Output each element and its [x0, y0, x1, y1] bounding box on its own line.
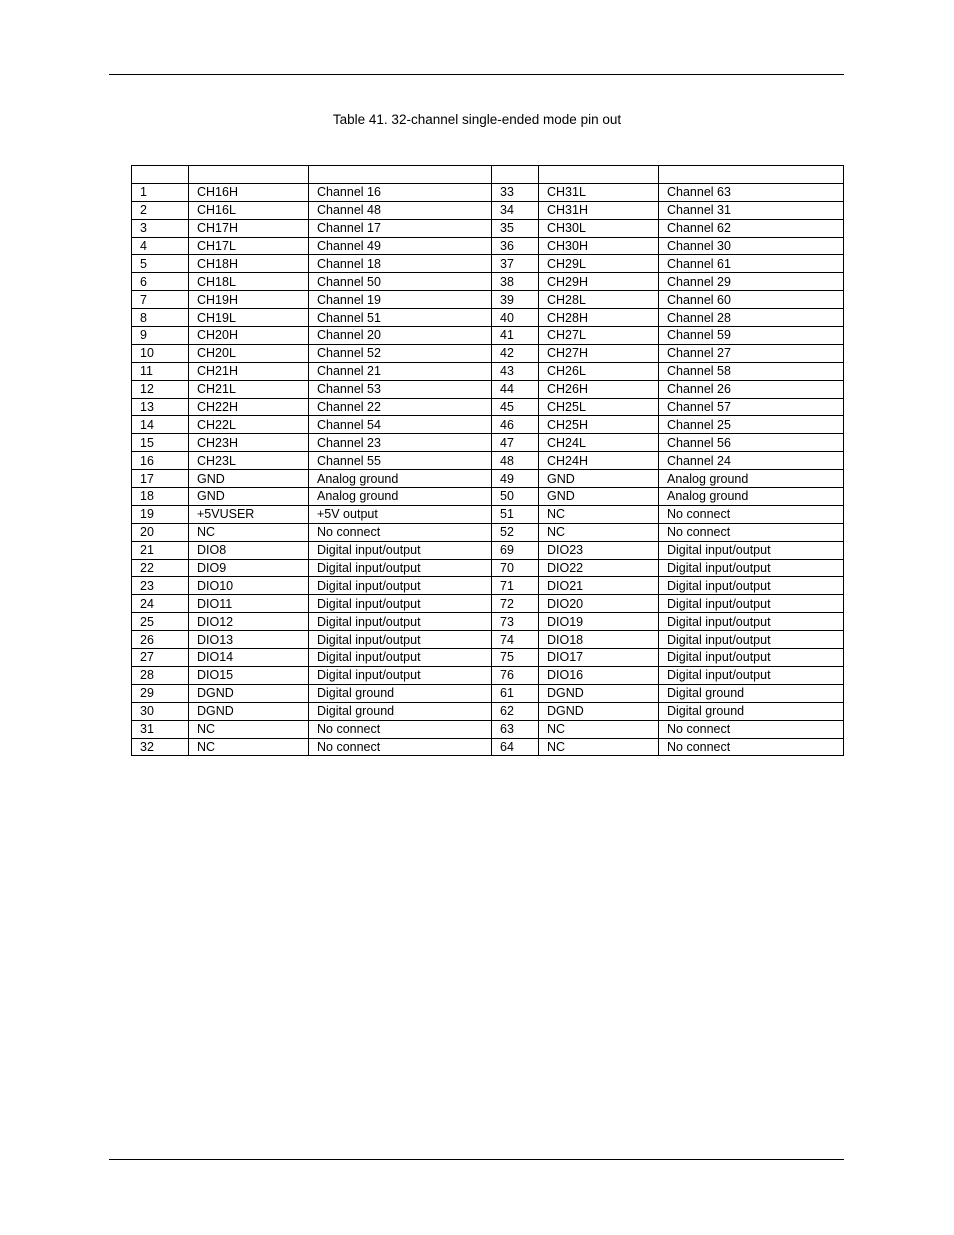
signal-name-cell: DGND — [189, 684, 309, 702]
table-row — [132, 488, 844, 506]
signal-name-cell: CH20L — [189, 344, 309, 362]
pin-description-cell: Channel 16 — [309, 183, 492, 201]
signal-name-cell: CH29L — [539, 255, 659, 273]
table-row — [132, 470, 844, 488]
table-row — [132, 237, 844, 255]
signal-name-cell: CH29H — [539, 273, 659, 291]
signal-name-cell: CH24H — [539, 452, 659, 470]
pin-description-cell: Channel 61 — [659, 255, 844, 273]
table-row — [132, 720, 844, 738]
signal-name-cell: CH22H — [189, 398, 309, 416]
pin-description-cell: Digital input/output — [309, 559, 492, 577]
signal-name-cell: CH19L — [189, 309, 309, 327]
header-cell — [132, 166, 189, 184]
header-cell — [492, 166, 539, 184]
pin-number-cell: 2 — [132, 201, 189, 219]
pin-description-cell: Channel 50 — [309, 273, 492, 291]
pin-description-cell: Digital input/output — [309, 649, 492, 667]
pin-description-cell: Analog ground — [659, 488, 844, 506]
pin-description-cell: Channel 29 — [659, 273, 844, 291]
pin-number-cell: 76 — [492, 666, 539, 684]
pin-number-cell: 28 — [132, 666, 189, 684]
signal-name-cell: GND — [189, 488, 309, 506]
pin-number-cell: 16 — [132, 452, 189, 470]
pin-description-cell: Channel 25 — [659, 416, 844, 434]
table-row — [132, 613, 844, 631]
pin-description-cell: Channel 27 — [659, 344, 844, 362]
pin-description-cell: Channel 18 — [309, 255, 492, 273]
pin-number-cell: 10 — [132, 344, 189, 362]
pin-number-cell: 75 — [492, 649, 539, 667]
pin-number-cell: 4 — [132, 237, 189, 255]
pin-number-cell: 50 — [492, 488, 539, 506]
table-row — [132, 327, 844, 345]
pin-description-cell: Channel 60 — [659, 291, 844, 309]
table-row — [132, 309, 844, 327]
pin-number-cell: 36 — [492, 237, 539, 255]
table-row — [132, 738, 844, 756]
footer-rule — [109, 1159, 844, 1160]
pin-number-cell: 25 — [132, 613, 189, 631]
pin-number-cell: 15 — [132, 434, 189, 452]
pin-description-cell: Channel 59 — [659, 327, 844, 345]
pin-description-cell: Digital input/output — [659, 595, 844, 613]
table-row — [132, 201, 844, 219]
pin-description-cell: No connect — [659, 505, 844, 523]
pin-number-cell: 24 — [132, 595, 189, 613]
signal-name-cell: CH22L — [189, 416, 309, 434]
pin-description-cell: Channel 51 — [309, 309, 492, 327]
signal-name-cell: CH27L — [539, 327, 659, 345]
table-caption: Table 41. 32-channel single-ended mode pin out — [332, 112, 622, 127]
signal-name-cell: DIO21 — [539, 577, 659, 595]
table-row — [132, 344, 844, 362]
signal-name-cell: DIO8 — [189, 541, 309, 559]
signal-name-cell: CH17L — [189, 237, 309, 255]
signal-name-cell: DIO15 — [189, 666, 309, 684]
pin-number-cell: 8 — [132, 309, 189, 327]
pin-description-cell: Channel 26 — [659, 380, 844, 398]
header-cell — [309, 166, 492, 184]
signal-name-cell: CH28L — [539, 291, 659, 309]
signal-name-cell: DIO19 — [539, 613, 659, 631]
signal-name-cell: DIO16 — [539, 666, 659, 684]
pin-number-cell: 69 — [492, 541, 539, 559]
pin-description-cell: Channel 19 — [309, 291, 492, 309]
signal-name-cell: DIO12 — [189, 613, 309, 631]
signal-name-cell: DGND — [539, 702, 659, 720]
pin-number-cell: 44 — [492, 380, 539, 398]
signal-name-cell: DIO17 — [539, 649, 659, 667]
signal-name-cell: CH30H — [539, 237, 659, 255]
pin-number-cell: 1 — [132, 183, 189, 201]
pin-description-cell: Channel 21 — [309, 362, 492, 380]
table-body — [132, 183, 844, 756]
signal-name-cell: DGND — [539, 684, 659, 702]
pin-description-cell: +5V output — [309, 505, 492, 523]
pin-number-cell: 32 — [132, 738, 189, 756]
pin-number-cell: 31 — [132, 720, 189, 738]
signal-name-cell: DIO9 — [189, 559, 309, 577]
signal-name-cell: CH18H — [189, 255, 309, 273]
pin-description-cell: Channel 17 — [309, 219, 492, 237]
pin-number-cell: 9 — [132, 327, 189, 345]
pin-description-cell: Channel 63 — [659, 183, 844, 201]
signal-name-cell: CH26L — [539, 362, 659, 380]
pin-description-cell: Channel 57 — [659, 398, 844, 416]
pin-description-cell: Channel 52 — [309, 344, 492, 362]
table-row — [132, 666, 844, 684]
header-cell — [659, 166, 844, 184]
pin-number-cell: 72 — [492, 595, 539, 613]
table-row — [132, 362, 844, 380]
table-row — [132, 684, 844, 702]
signal-name-cell: +5VUSER — [189, 505, 309, 523]
table-row — [132, 452, 844, 470]
pin-description-cell: Digital input/output — [309, 666, 492, 684]
pin-description-cell: Channel 56 — [659, 434, 844, 452]
pin-number-cell: 27 — [132, 649, 189, 667]
table-row — [132, 702, 844, 720]
pin-description-cell: Digital input/output — [659, 649, 844, 667]
pin-number-cell: 49 — [492, 470, 539, 488]
signal-name-cell: CH23H — [189, 434, 309, 452]
pin-number-cell: 51 — [492, 505, 539, 523]
table-header-row — [132, 166, 844, 184]
pin-description-cell: Digital ground — [309, 684, 492, 702]
pin-description-cell: Digital input/output — [659, 666, 844, 684]
signal-name-cell: CH25L — [539, 398, 659, 416]
table-row — [132, 595, 844, 613]
signal-name-cell: NC — [189, 523, 309, 541]
pin-number-cell: 26 — [132, 631, 189, 649]
table-row — [132, 183, 844, 201]
signal-name-cell: NC — [539, 505, 659, 523]
pin-description-cell: Channel 23 — [309, 434, 492, 452]
pin-number-cell: 7 — [132, 291, 189, 309]
signal-name-cell: CH21H — [189, 362, 309, 380]
table-row — [132, 505, 844, 523]
signal-name-cell: CH23L — [189, 452, 309, 470]
table-row — [132, 631, 844, 649]
pin-number-cell: 14 — [132, 416, 189, 434]
pin-number-cell: 35 — [492, 219, 539, 237]
signal-name-cell: NC — [539, 523, 659, 541]
signal-name-cell: NC — [539, 738, 659, 756]
table-row — [132, 398, 844, 416]
table-row — [132, 559, 844, 577]
pin-description-cell: Digital input/output — [659, 541, 844, 559]
table-row — [132, 273, 844, 291]
signal-name-cell: CH28H — [539, 309, 659, 327]
signal-name-cell: GND — [189, 470, 309, 488]
pin-description-cell: No connect — [309, 738, 492, 756]
pin-description-cell: No connect — [309, 523, 492, 541]
pin-description-cell: Channel 24 — [659, 452, 844, 470]
pin-number-cell: 13 — [132, 398, 189, 416]
signal-name-cell: CH17H — [189, 219, 309, 237]
pin-number-cell: 47 — [492, 434, 539, 452]
table-row — [132, 577, 844, 595]
signal-name-cell: CH19H — [189, 291, 309, 309]
pin-number-cell: 34 — [492, 201, 539, 219]
pin-number-cell: 20 — [132, 523, 189, 541]
table-row — [132, 255, 844, 273]
pin-description-cell: Digital ground — [659, 684, 844, 702]
pin-number-cell: 19 — [132, 505, 189, 523]
signal-name-cell: CH21L — [189, 380, 309, 398]
pin-number-cell: 21 — [132, 541, 189, 559]
signal-name-cell: CH16L — [189, 201, 309, 219]
signal-name-cell: CH27H — [539, 344, 659, 362]
pin-number-cell: 12 — [132, 380, 189, 398]
signal-name-cell: NC — [189, 720, 309, 738]
pin-number-cell: 30 — [132, 702, 189, 720]
signal-name-cell: DGND — [189, 702, 309, 720]
pin-number-cell: 48 — [492, 452, 539, 470]
pin-description-cell: Analog ground — [309, 470, 492, 488]
signal-name-cell: CH31L — [539, 183, 659, 201]
signal-name-cell: DIO22 — [539, 559, 659, 577]
pin-description-cell: No connect — [659, 738, 844, 756]
header-rule — [109, 74, 844, 75]
pin-number-cell: 63 — [492, 720, 539, 738]
pin-number-cell: 18 — [132, 488, 189, 506]
table-row — [132, 434, 844, 452]
signal-name-cell: CH26H — [539, 380, 659, 398]
pin-description-cell: Digital input/output — [309, 613, 492, 631]
pin-description-cell: Channel 31 — [659, 201, 844, 219]
signal-name-cell: CH31H — [539, 201, 659, 219]
pin-number-cell: 42 — [492, 344, 539, 362]
pin-description-cell: Analog ground — [659, 470, 844, 488]
pin-number-cell: 62 — [492, 702, 539, 720]
pin-description-cell: Channel 48 — [309, 201, 492, 219]
pin-description-cell: Digital ground — [659, 702, 844, 720]
signal-name-cell: CH16H — [189, 183, 309, 201]
pin-description-cell: Digital input/output — [309, 577, 492, 595]
pin-number-cell: 64 — [492, 738, 539, 756]
pin-description-cell: Channel 20 — [309, 327, 492, 345]
pinout-table — [131, 165, 844, 756]
pin-description-cell: Digital ground — [309, 702, 492, 720]
pin-number-cell: 5 — [132, 255, 189, 273]
pin-description-cell: Channel 53 — [309, 380, 492, 398]
table-row — [132, 416, 844, 434]
signal-name-cell: NC — [189, 738, 309, 756]
signal-name-cell: DIO10 — [189, 577, 309, 595]
pin-number-cell: 23 — [132, 577, 189, 595]
pin-number-cell: 40 — [492, 309, 539, 327]
table-row — [132, 291, 844, 309]
signal-name-cell: CH20H — [189, 327, 309, 345]
signal-name-cell: CH18L — [189, 273, 309, 291]
pin-description-cell: Channel 58 — [659, 362, 844, 380]
table-row — [132, 649, 844, 667]
signal-name-cell: DIO11 — [189, 595, 309, 613]
header-cell — [539, 166, 659, 184]
pin-number-cell: 37 — [492, 255, 539, 273]
pin-number-cell: 71 — [492, 577, 539, 595]
signal-name-cell: CH30L — [539, 219, 659, 237]
pin-description-cell: Digital input/output — [309, 595, 492, 613]
pin-number-cell: 6 — [132, 273, 189, 291]
table-row — [132, 219, 844, 237]
signal-name-cell: NC — [539, 720, 659, 738]
table-row — [132, 541, 844, 559]
pin-number-cell: 52 — [492, 523, 539, 541]
pin-description-cell: Channel 54 — [309, 416, 492, 434]
pin-description-cell: Digital input/output — [659, 577, 844, 595]
pin-number-cell: 45 — [492, 398, 539, 416]
pin-number-cell: 29 — [132, 684, 189, 702]
pin-description-cell: No connect — [659, 720, 844, 738]
pin-number-cell: 41 — [492, 327, 539, 345]
signal-name-cell: DIO18 — [539, 631, 659, 649]
pin-description-cell: Channel 55 — [309, 452, 492, 470]
pin-number-cell: 38 — [492, 273, 539, 291]
pin-description-cell: Channel 30 — [659, 237, 844, 255]
pin-description-cell: No connect — [309, 720, 492, 738]
header-cell — [189, 166, 309, 184]
pin-number-cell: 46 — [492, 416, 539, 434]
table-row — [132, 523, 844, 541]
pin-description-cell: Channel 62 — [659, 219, 844, 237]
pin-description-cell: Digital input/output — [309, 631, 492, 649]
pin-number-cell: 3 — [132, 219, 189, 237]
pin-number-cell: 33 — [492, 183, 539, 201]
pin-number-cell: 17 — [132, 470, 189, 488]
signal-name-cell: GND — [539, 488, 659, 506]
pin-description-cell: No connect — [659, 523, 844, 541]
pin-description-cell: Channel 28 — [659, 309, 844, 327]
signal-name-cell: DIO23 — [539, 541, 659, 559]
pin-number-cell: 22 — [132, 559, 189, 577]
pin-number-cell: 11 — [132, 362, 189, 380]
signal-name-cell: GND — [539, 470, 659, 488]
pin-description-cell: Digital input/output — [659, 613, 844, 631]
signal-name-cell: CH24L — [539, 434, 659, 452]
pin-description-cell: Channel 49 — [309, 237, 492, 255]
pin-number-cell: 74 — [492, 631, 539, 649]
table-row — [132, 380, 844, 398]
pin-number-cell: 70 — [492, 559, 539, 577]
signal-name-cell: DIO20 — [539, 595, 659, 613]
pin-number-cell: 61 — [492, 684, 539, 702]
pin-description-cell: Digital input/output — [309, 541, 492, 559]
pin-number-cell: 73 — [492, 613, 539, 631]
pin-number-cell: 39 — [492, 291, 539, 309]
signal-name-cell: CH25H — [539, 416, 659, 434]
pin-description-cell: Channel 22 — [309, 398, 492, 416]
signal-name-cell: DIO14 — [189, 649, 309, 667]
pin-description-cell: Analog ground — [309, 488, 492, 506]
pin-description-cell: Digital input/output — [659, 631, 844, 649]
pin-number-cell: 43 — [492, 362, 539, 380]
signal-name-cell: DIO13 — [189, 631, 309, 649]
pin-description-cell: Digital input/output — [659, 559, 844, 577]
